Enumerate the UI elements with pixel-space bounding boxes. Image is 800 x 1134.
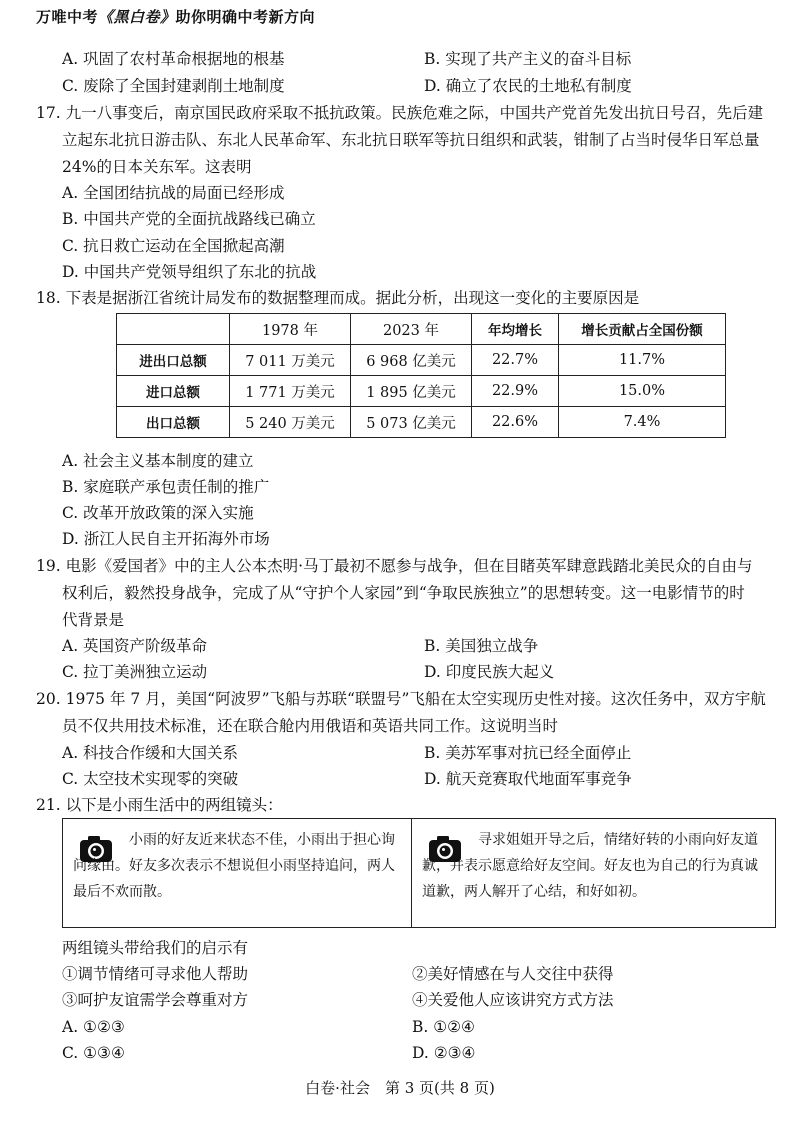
q19-option-b: B. 美国独立战争 [424, 637, 539, 655]
q21-prompt: 两组镜头带给我们的启示有 [62, 939, 249, 957]
table-header-cell: 增长贡献占全国份额 [559, 314, 726, 345]
q21-statement-1: ①调节情绪可寻求他人帮助 [62, 965, 249, 983]
q18-data-table [116, 313, 726, 438]
q21-statement-3: ③呵护友谊需学会尊重对方 [62, 991, 249, 1009]
q19-stem-line1: 19. 电影《爱国者》中的主人公本杰明·马丁最初不愿参与战争，但在目睹英军肆意践踏北美民众的自由与 [36, 557, 753, 575]
table-cell: 5 240 万美元 [230, 407, 351, 438]
q21-option-a: A. ①②③ [62, 1018, 125, 1036]
q19-option-a: A. 英国资产阶级革命 [62, 637, 208, 655]
table-cell: 6 968 亿美元 [351, 345, 472, 376]
table-header-cell: 1978 年 [230, 314, 351, 345]
header-suffix: 助你明确中考新方向 [175, 8, 316, 26]
q17-stem-line3: 24%的日本关东军。这表明 [62, 158, 252, 176]
q19-stem-line3: 代背景是 [62, 611, 125, 629]
q21-shots-box [62, 818, 776, 928]
q20-option-c: C. 太空技术实现零的突破 [62, 770, 239, 788]
table-cell: 1 895 亿美元 [351, 376, 472, 407]
q16-option-c: C. 废除了全国封建剥削土地制度 [62, 77, 285, 95]
q18-option-d: D. 浙江人民自主开拓海外市场 [62, 530, 270, 548]
table-cell: 1 771 万美元 [230, 376, 351, 407]
table-cell: 22.9% [472, 376, 559, 407]
header-prefix: 万唯中考 [36, 8, 99, 26]
table-row-head: 进出口总额 [117, 345, 230, 376]
q18-stem: 18. 下表是据浙江省统计局发布的数据整理而成。据此分析，出现这一变化的主要原因是 [36, 289, 640, 307]
table-cell: 15.0% [559, 376, 726, 407]
q20-stem-line1: 20. 1975 年 7 月，美国“阿波罗”飞船与苏联“联盟号”飞船在太空实现历史性对接。这次任务中，双方宇航 [36, 690, 766, 708]
q16-option-b: B. 实现了共产主义的奋斗目标 [424, 50, 632, 68]
q21-option-d: D. ②③④ [412, 1044, 476, 1062]
table-row [117, 407, 726, 438]
table-cell: 22.7% [472, 345, 559, 376]
q21-option-c: C. ①③④ [62, 1044, 125, 1062]
header-brand: 《黑白卷》 [98, 8, 176, 26]
q21-statement-4: ④关爱他人应该讲究方式方法 [412, 991, 614, 1009]
q21-shot-1 [63, 819, 412, 927]
table-header-cell [117, 314, 230, 345]
table-row [117, 345, 726, 376]
q17-stem-line1: 17. 九一八事变后，南京国民政府采取不抵抗政策。民族危难之际，中国共产党首先发出抗日号召，先后建 [36, 104, 764, 122]
q17-option-a: A. 全国团结抗战的局面已经形成 [62, 184, 285, 202]
table-row-head: 出口总额 [117, 407, 230, 438]
q16-option-a: A. 巩固了农村革命根据地的根基 [62, 50, 285, 68]
q18-option-a: A. 社会主义基本制度的建立 [62, 452, 254, 470]
q21-option-b: B. ①②④ [412, 1018, 475, 1036]
q20-option-b: B. 美苏军事对抗已经全面停止 [424, 744, 632, 762]
q21-shot-2 [412, 819, 775, 927]
q17-option-d: D. 中国共产党领导组织了东北的抗战 [62, 263, 317, 281]
q18-option-c: C. 改革开放政策的深入实施 [62, 504, 254, 522]
table-cell: 7 011 万美元 [230, 345, 351, 376]
table-row-head: 进口总额 [117, 376, 230, 407]
page-footer: 白卷·社会 第 3 页(共 8 页) [305, 1079, 495, 1097]
q20-option-a: A. 科技合作缓和大国关系 [62, 744, 239, 762]
q21-stem: 21. 以下是小雨生活中的两组镜头： [36, 796, 283, 814]
q19-option-d: D. 印度民族大起义 [424, 663, 555, 681]
table-header-cell: 年均增长 [472, 314, 559, 345]
table-header-cell: 2023 年 [351, 314, 472, 345]
table-row [117, 376, 726, 407]
q18-option-b: B. 家庭联产承包责任制的推广 [62, 478, 270, 496]
q19-stem-line2: 权利后，毅然投身战争，完成了从“守护个人家园”到“争取民族独立”的思想转变。这一电影情节的时 [62, 584, 745, 602]
q21-statement-2: ②美好情感在与人交往中获得 [412, 965, 614, 983]
q17-option-c: C. 抗日救亡运动在全国掀起高潮 [62, 237, 285, 255]
page-header [36, 6, 315, 27]
q21-shot-2-text: 寻求姐姐开导之后，情绪好转的小雨向好友道歉，并表示愿意给好友空间。好友也为自己的行为真诚道歉，两人解开了心结，和好如初。 [422, 832, 758, 900]
q16-option-d: D. 确立了农民的土地私有制度 [424, 77, 632, 95]
q21-shot-1-text: 小雨的好友近来状态不佳，小雨出于担心询问缘由。好友多次表示不想说但小雨坚持追问，两人最后不欢而散。 [73, 832, 395, 900]
table-cell: 7.4% [559, 407, 726, 438]
q20-stem-line2: 员不仅共用技术标准，还在联合舱内用俄语和英语共同工作。这说明当时 [62, 717, 559, 735]
table-cell: 5 073 亿美元 [351, 407, 472, 438]
q19-option-c: C. 拉丁美洲独立运动 [62, 663, 208, 681]
table-cell: 22.6% [472, 407, 559, 438]
table-header-row [117, 314, 726, 345]
q20-option-d: D. 航天竞赛取代地面军事竞争 [424, 770, 632, 788]
table-cell: 11.7% [559, 345, 726, 376]
q17-option-b: B. 中国共产党的全面抗战路线已确立 [62, 210, 316, 228]
q17-stem-line2: 立起东北抗日游击队、东北人民革命军、东北抗日联军等抗日组织和武装，钳制了占当时侵华日军总量 [62, 131, 760, 149]
